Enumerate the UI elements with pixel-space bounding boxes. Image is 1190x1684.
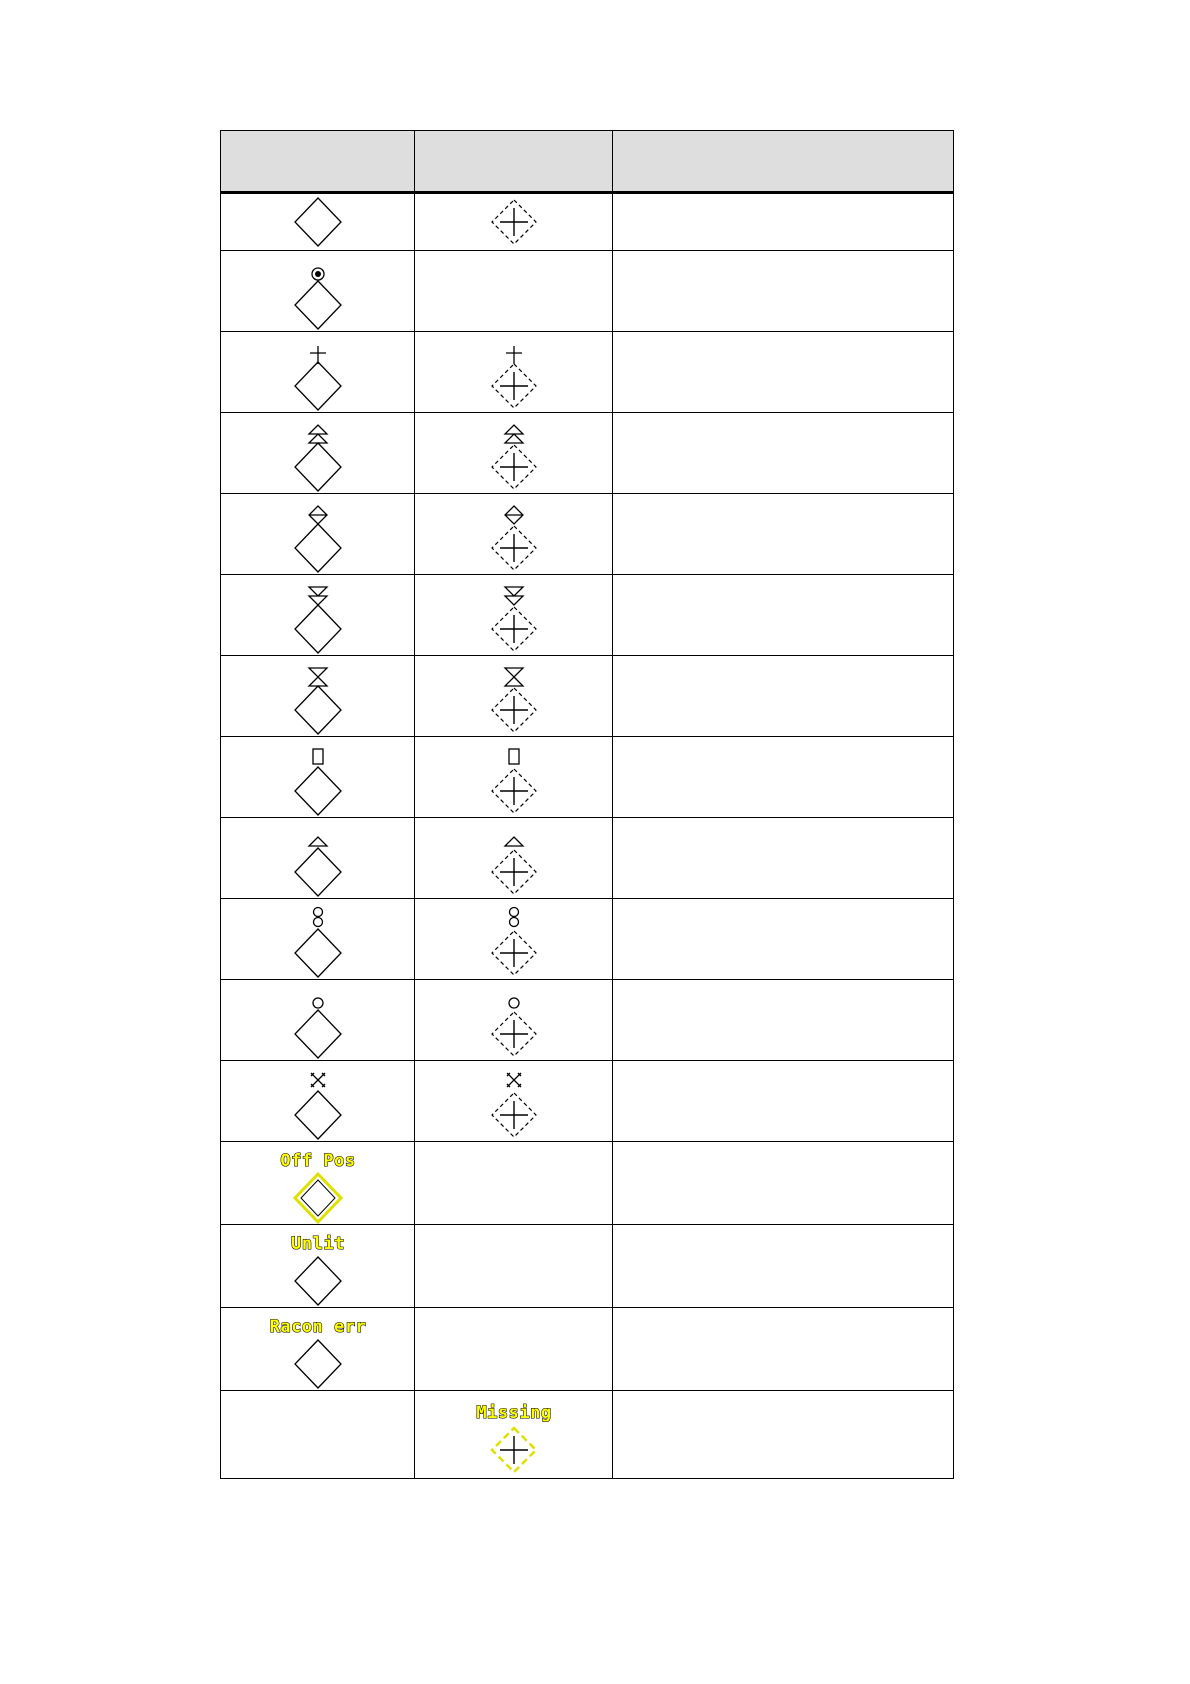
ghost-symbol-cell [415,737,613,818]
symbol-cell [221,818,415,899]
ghost-buoy-symbol-icon [464,980,564,1060]
header-cell-description [613,131,954,193]
table-row [221,1308,954,1391]
table-row [221,251,954,332]
topmark-dot-icon [315,271,321,277]
buoy-symbol-icon [268,1142,368,1224]
symbol-cell [221,1308,415,1391]
header-cell-symbol [221,131,415,193]
ghost-symbol-cell [415,1061,613,1142]
description-cell [613,332,954,413]
ghost-symbol-cell [415,494,613,575]
plus-icon [500,777,528,805]
table-row [221,818,954,899]
buoy-symbol-icon [268,1061,368,1141]
topmark-circle-icon [313,998,323,1008]
plus-icon [500,1436,528,1464]
ghost-symbol-cell [415,332,613,413]
buoy-symbol-icon [268,1225,368,1307]
ghost-buoy-symbol-icon [464,737,564,817]
ghost-symbol-cell [415,193,613,251]
topmark-circle-icon [509,918,518,927]
ghost-symbol-cell [415,413,613,494]
symbol-cell [221,193,415,251]
description-cell [613,575,954,656]
description-cell [613,494,954,575]
diamond-icon [295,605,341,653]
topmark-circle-icon [509,998,519,1008]
description-cell [613,1142,954,1225]
ghost-symbol-cell [415,656,613,737]
topmark-hourglass-icon [505,668,523,686]
header-cell-ghost-symbol [415,131,613,193]
topmark-diamond-icon [505,506,523,524]
warning-label: Missing [475,1402,552,1423]
warning-label: Racon err [269,1317,366,1337]
diamond-icon [295,362,341,410]
symbol-cell [221,1142,415,1225]
symbol-cell [221,980,415,1061]
diamond-icon [295,848,341,896]
ghost-buoy-symbol-icon [464,1394,564,1476]
table-row [221,575,954,656]
symbol-cell [221,332,415,413]
topmark-x-icon [507,1073,521,1087]
table-row [221,899,954,980]
ghost-symbol-cell [415,899,613,980]
plus-icon [500,858,528,886]
description-cell [613,251,954,332]
diamond-icon [295,767,341,815]
header-row [221,131,954,193]
ghost-symbol-cell [415,1308,613,1391]
ghost-buoy-symbol-icon [464,656,564,736]
buoy-symbol-icon [268,737,368,817]
diamond-icon [295,1257,341,1305]
table-row [221,656,954,737]
topmark-circle-icon [313,908,322,917]
table-row [221,980,954,1061]
diamond-icon [295,1091,341,1139]
diamond-icon [295,1174,341,1222]
symbol-cell [221,413,415,494]
ghost-symbol-cell [415,980,613,1061]
ghost-symbol-cell [415,1225,613,1308]
buoy-symbol-icon [268,494,368,574]
table-body [221,193,954,1479]
table-row [221,494,954,575]
table-row [221,737,954,818]
description-cell [613,818,954,899]
buoy-symbol-icon [268,980,368,1060]
symbol-cell [221,1391,415,1479]
warning-label: Unlit [290,1234,345,1254]
buoy-symbol-icon [268,413,368,493]
diamond-icon [295,524,341,572]
plus-icon [500,208,528,236]
topmark-cross-icon [506,346,522,364]
ghost-buoy-symbol-icon [464,1061,564,1141]
symbol-cell [221,494,415,575]
buoy-symbol-icon [268,899,368,979]
plus-icon [500,696,528,724]
topmark-cone-up-icon [505,837,523,846]
buoy-symbol-icon [268,332,368,412]
topmark-x-icon [311,1073,325,1087]
table-row [221,1061,954,1142]
plus-icon [500,615,528,643]
table-row [221,193,954,251]
description-cell [613,1061,954,1142]
topmark-diamond-icon [309,506,327,524]
ghost-buoy-symbol-icon [464,575,564,655]
symbol-cell [221,251,415,332]
description-cell [613,980,954,1061]
ghost-buoy-symbol-icon [464,196,564,248]
plus-icon [500,534,528,562]
topmark-cones-down-icon [309,587,327,605]
table-row [221,1391,954,1479]
topmark-hourglass-icon [309,668,327,686]
table-row [221,332,954,413]
diamond-icon [295,1010,341,1058]
buoy-symbol-icon [268,196,368,248]
buoy-symbol-icon [268,656,368,736]
plus-icon [500,1020,528,1048]
ghost-symbol-cell [415,575,613,656]
topmark-circle-icon [509,908,518,917]
ghost-buoy-symbol-icon [464,818,564,898]
symbol-cell [221,899,415,980]
plus-icon [500,453,528,481]
ghost-buoy-symbol-icon [464,494,564,574]
diamond-icon [295,929,341,977]
ghost-symbol-cell [415,818,613,899]
plus-icon [500,372,528,400]
description-cell [613,656,954,737]
buoy-symbol-icon [268,575,368,655]
description-cell [613,899,954,980]
topmark-cross-icon [310,346,326,364]
ghost-buoy-symbol-icon [464,413,564,493]
symbol-cell [221,656,415,737]
ghost-symbol-cell [415,1391,613,1479]
table-row [221,413,954,494]
warning-label: Off Pos [279,1151,356,1171]
diamond-icon [295,443,341,491]
table-header [221,131,954,193]
table-row [221,1142,954,1225]
topmark-cones-up-icon [505,425,523,443]
description-cell [613,193,954,251]
plus-icon [500,939,528,967]
buoy-symbol-icon [268,251,368,331]
symbol-table [220,130,954,1479]
diamond-icon [295,281,341,329]
topmark-cones-up-icon [309,425,327,443]
diamond-icon [295,686,341,734]
symbol-cell [221,1225,415,1308]
ghost-buoy-symbol-icon [464,332,564,412]
symbol-cell [221,1061,415,1142]
ghost-symbol-cell [415,251,613,332]
description-cell [613,413,954,494]
table-row [221,1225,954,1308]
description-cell [613,1308,954,1391]
diamond-icon [295,198,341,246]
description-cell [613,737,954,818]
plus-icon [500,1101,528,1129]
topmark-circle-icon [313,918,322,927]
description-cell [613,1225,954,1308]
topmark-rectangle-icon [313,749,323,764]
ghost-buoy-symbol-icon [464,899,564,979]
description-cell [613,1391,954,1479]
symbol-cell [221,737,415,818]
buoy-symbol-icon [268,1308,368,1390]
topmark-cone-up-icon [309,837,327,846]
buoy-symbol-icon [268,818,368,898]
topmark-rectangle-icon [509,749,519,764]
diamond-icon [295,1340,341,1388]
symbol-cell [221,575,415,656]
ghost-symbol-cell [415,1142,613,1225]
topmark-cones-down-icon [505,587,523,605]
